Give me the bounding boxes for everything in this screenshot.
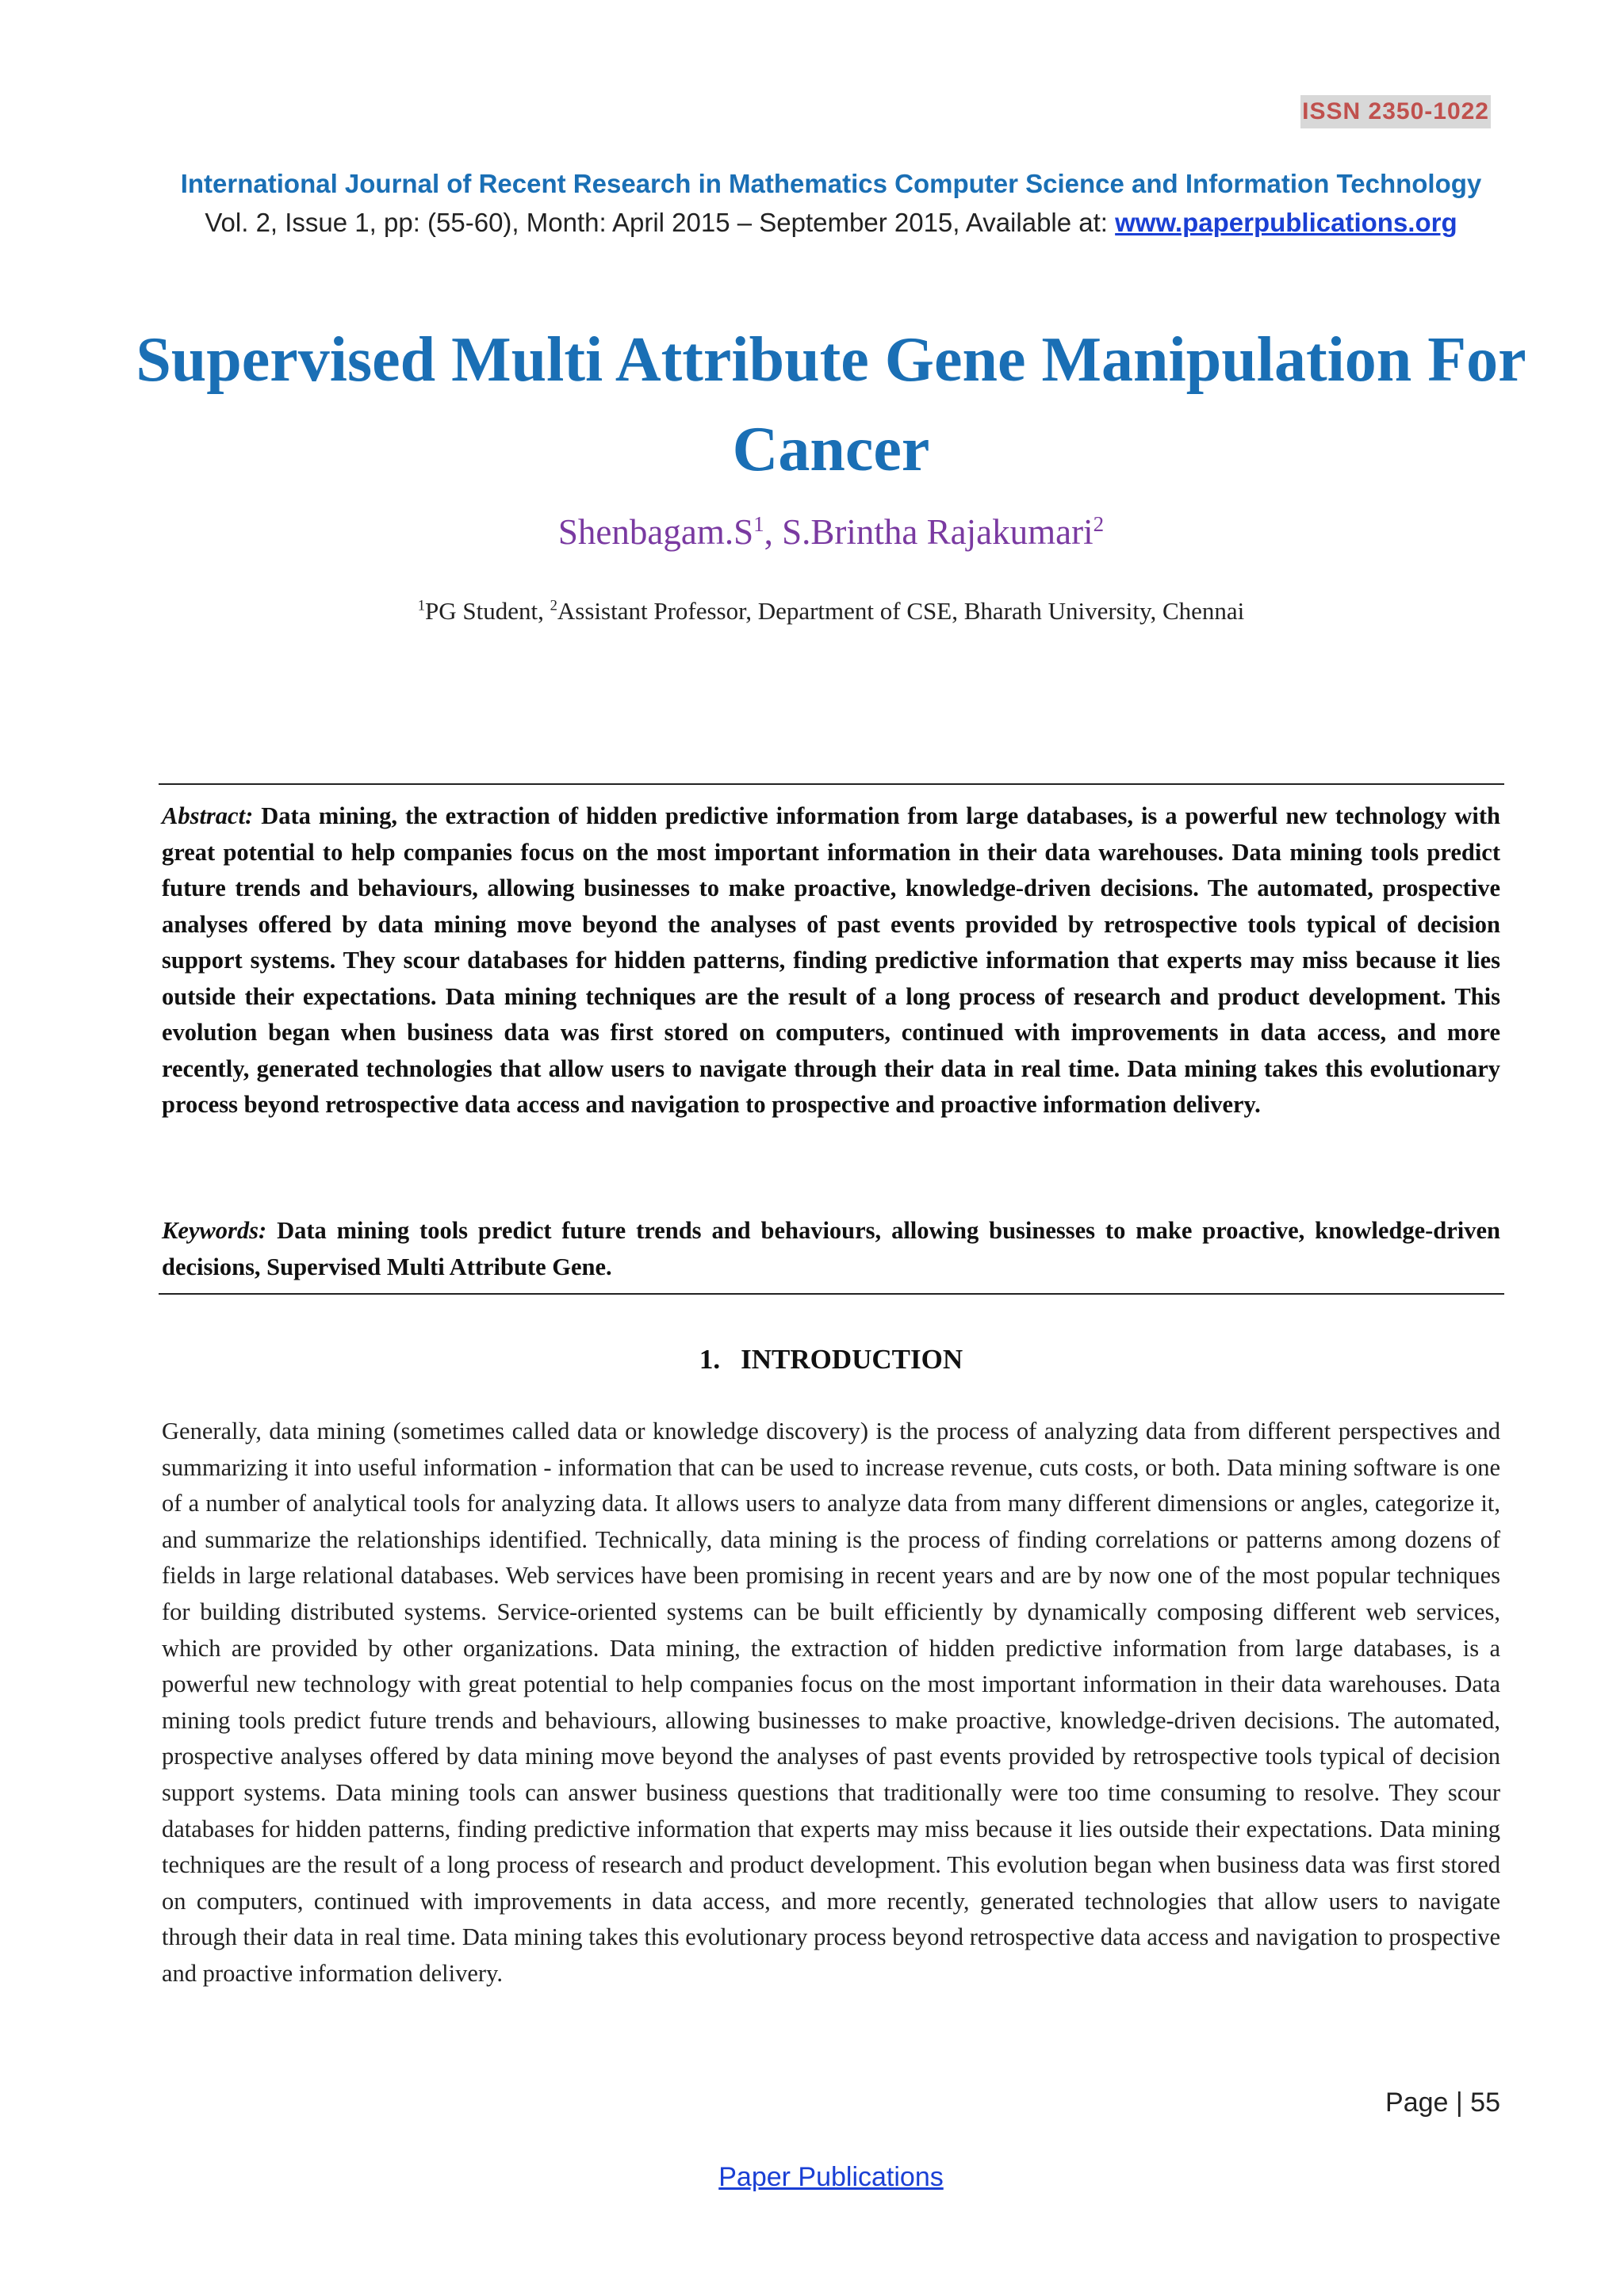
abstract-top-rule <box>159 783 1504 785</box>
page-number: Page | 55 <box>1385 2087 1500 2118</box>
journal-website-link[interactable]: www.paperpublications.org <box>1115 208 1457 237</box>
keywords-label: Keywords: <box>162 1217 267 1244</box>
keywords <box>162 1213 1500 1285</box>
author-affil-mark: 1 <box>753 512 764 536</box>
keywords-text: Data mining tools predict future trends and behaviours, allowing businesses to make proactive, knowledge-driven decisions, Supervised Multi Attribute Gene. <box>162 1217 1501 1280</box>
publisher-footer-link[interactable]: Paper Publications <box>718 2162 944 2192</box>
issn-badge: ISSN 2350-1022 <box>1300 95 1491 128</box>
affil-mark: 2 <box>550 597 557 614</box>
author-affil-mark: 2 <box>1093 512 1105 536</box>
affiliation <box>0 597 1624 626</box>
journal-name: International Journal of Recent Research in Mathematics Computer Science and Information Technology <box>180 169 1482 198</box>
affil-text: PG Student, <box>425 597 550 625</box>
author-separator: , <box>764 512 783 552</box>
abstract <box>162 798 1500 1123</box>
author-list <box>0 511 1624 553</box>
introduction-paragraph: Generally, data mining (sometimes called data or knowledge discovery) is the process of analyzing data from different perspectives and summarizing it into useful information - information that can be used to increase revenue, cuts costs, or both. Data mining software is one of a number of analytical tools for analyzing data. It allows users to analyze data from many different dimensions or angles, categorize it, and summarize the relationships identified. Technically, data mining is the process of finding correlations or patterns among dozens of fields in large relational databases. Web services have been promising in recent years and are by now one of the most popular techniques for building distributed systems. Service-oriented systems can be built efficiently by dynamically composing different web services, which are provided by other organizations. Data mining, the extraction of hidden predictive information from large databases, is a powerful new technology with great potential to help companies focus on the most important information in their data warehouses. Data mining tools predict future trends and behaviours, allowing businesses to make proactive, knowledge-driven decisions. The automated, prospective analyses offered by data mining move beyond the analyses of past events provided by retrospective tools typical of decision support systems. Data mining tools can answer business questions that traditionally were too time consuming to resolve. They scour databases for hidden patterns, finding predictive information that experts may miss because it lies outside their expectations. Data mining techniques are the result of a long process of research and product development. This evolution began when business data was first stored on computers, continued with improvements in data access, and more recently, generated technologies that allow users to navigate through their data in real time. Data mining takes this evolutionary process beyond retrospective data access and navigation to prospective and proactive information delivery. <box>162 1418 1500 1987</box>
affil-mark: 1 <box>417 597 426 614</box>
author-name: Shenbagam.S <box>557 512 754 552</box>
abstract-bottom-rule <box>159 1293 1504 1295</box>
section-heading <box>0 1344 1624 1376</box>
affil-text: Assistant Professor, Department of CSE, Bharath University, Chennai <box>557 597 1245 625</box>
volume-info: Vol. 2, Issue 1, pp: (55-60), Month: April 2015 – September 2015, Available at: <box>205 208 1116 237</box>
abstract-label: Abstract: <box>162 802 254 829</box>
section-title: INTRODUCTION <box>741 1344 963 1375</box>
author-name: S.Brintha Rajakumari <box>782 512 1094 552</box>
section-number: 1. <box>699 1344 721 1375</box>
abstract-text: Data mining, the extraction of hidden predictive information from large databases, is a powerful new technology with great potential to help companies focus on the most important information in their data warehouses. Data mining tools predict future trends and behaviours, allowing businesses to make proactive, knowledge-driven decisions. The automated, prospective analyses offered by data mining move beyond the analyses of past events provided by retrospective tools typical of decision support systems. They scour databases for hidden patterns, finding predictive information that experts may miss because it lies outside their expectations. Data mining techniques are the result of a long process of research and product development. This evolution began when business data was first stored on computers, continued with improvements in data access, and more recently, generated technologies that allow users to navigate through their data in real time. Data mining takes this evolutionary process beyond retrospective data access and navigation to prospective and proactive information delivery. <box>162 802 1501 1118</box>
volume-info-line <box>0 208 1624 238</box>
paper-title: Supervised Multi Attribute Gene Manipulation For Cancer <box>136 325 1526 484</box>
